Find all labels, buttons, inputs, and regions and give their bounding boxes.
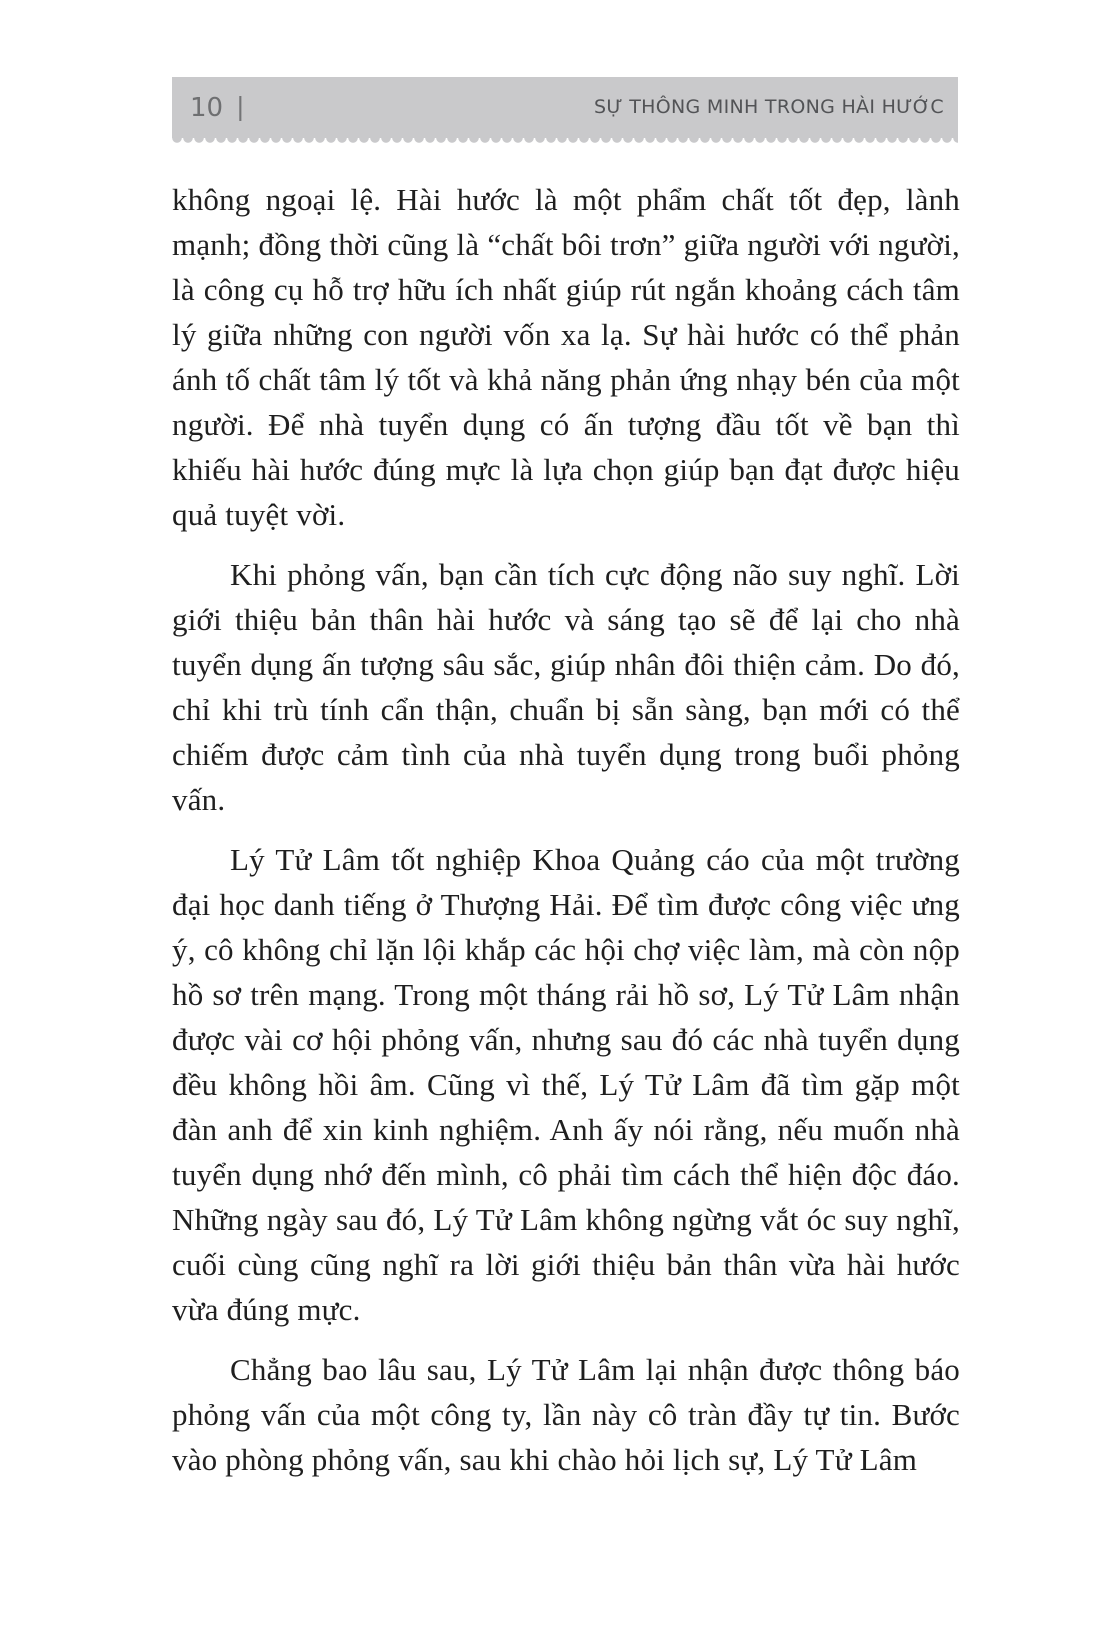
paragraph-1: không ngoại lệ. Hài hước là một phẩm chất tốt đẹp, lành mạnh; đồng thời cũng là “chất bôi trơn” giữa người với người, là công cụ hỗ trợ hữu ích nhất giúp rút ngắn khoảng cách tâm lý giữa những con người vốn xa lạ. Sự hài hước có thể phản ánh tố chất tâm lý tốt và khả năng phản ứng nhạy bén của một người. Để nhà tuyển dụng có ấn tượng đầu tốt về bạn thì khiếu hài hước đúng mực là lựa chọn giúp bạn đạt được hiệu quả tuyệt vời. — [172, 182, 960, 532]
paragraph-3: Lý Tử Lâm tốt nghiệp Khoa Quảng cáo của một trường đại học danh tiếng ở Thượng Hải. Để tìm được công việc ưng ý, cô không chỉ lặn lội khắp các hội chợ việc làm, mà còn nộp hồ sơ trên mạng. Trong một tháng rải hồ sơ, Lý Tử Lâm nhận được vài cơ hội phỏng vấn, nhưng sau đó các nhà tuyển dụng đều không hồi âm. Cũng vì thế, Lý Tử Lâm đã tìm gặp một đàn anh để xin kinh nghiệm. Anh ấy nói rằng, nếu muốn nhà tuyển dụng nhớ đến mình, cô phải tìm cách thể hiện độc đáo. Những ngày sau đó, Lý Tử Lâm không ngừng vắt óc suy nghĩ, cuối cùng cũng nghĩ ra lời giới thiệu bản thân vừa hài hước vừa đúng mực. — [172, 842, 960, 1327]
page-header — [172, 77, 958, 138]
page-body — [172, 177, 960, 1497]
page-number: 10 — [190, 92, 224, 123]
header-divider: | — [236, 92, 245, 121]
paragraph-4: Chẳng bao lâu sau, Lý Tử Lâm lại nhận được thông báo phỏng vấn của một công ty, lần này cô tràn đầy tự tin. Bước vào phòng phỏng vấn, sau khi chào hỏi lịch sự, Lý Tử Lâm — [172, 1352, 960, 1477]
page-number-group — [190, 92, 245, 123]
perforation-edge — [172, 138, 958, 145]
running-title: SỰ THÔNG MINH TRONG HÀI HƯỚC — [593, 96, 944, 118]
paragraph-2: Khi phỏng vấn, bạn cần tích cực động não suy nghĩ. Lời giới thiệu bản thân hài hước và sáng tạo sẽ để lại cho nhà tuyển dụng ấn tượng sâu sắc, giúp nhân đôi thiện cảm. Do đó, chỉ khi trù tính cẩn thận, chuẩn bị sẵn sàng, bạn mới có thể chiếm được cảm tình của nhà tuyển dụng trong buổi phỏng vấn. — [172, 557, 960, 817]
